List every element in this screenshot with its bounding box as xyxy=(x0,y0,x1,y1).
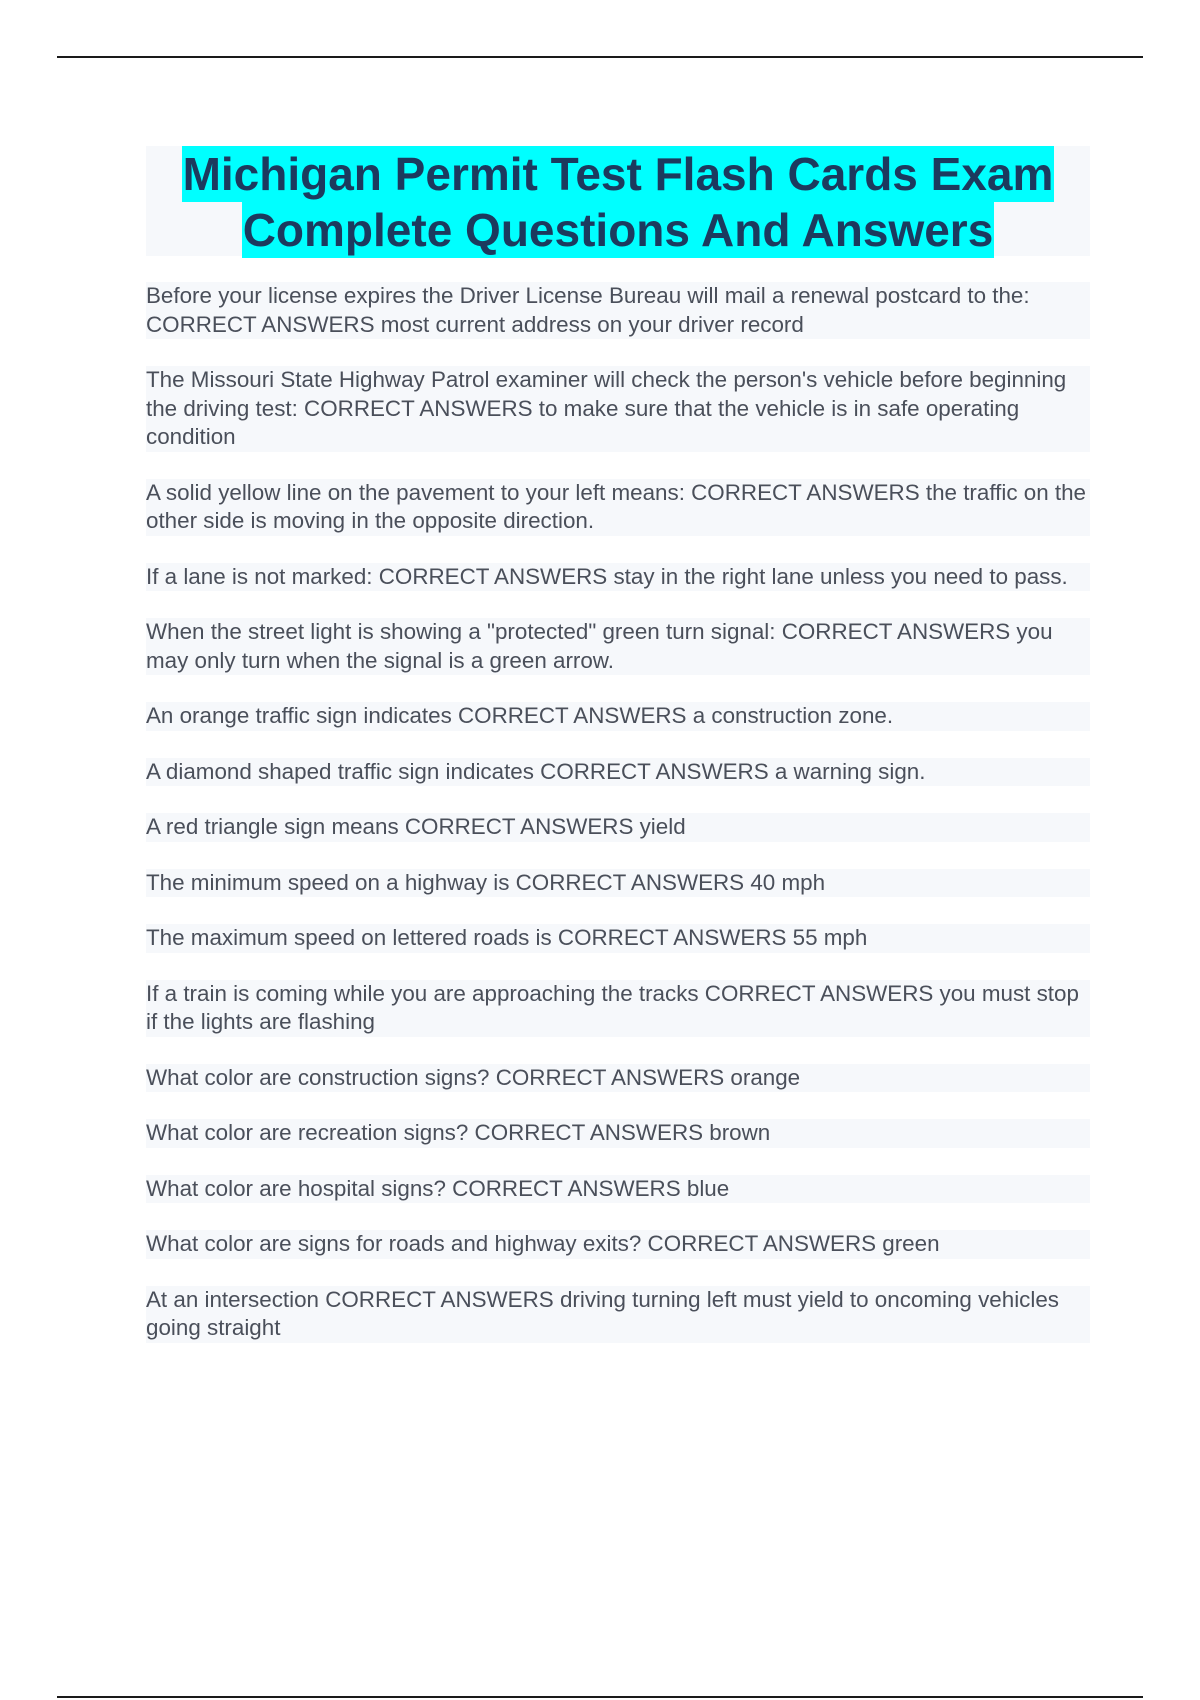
top-rule xyxy=(57,56,1143,58)
qa-item: What color are signs for roads and highway exits? CORRECT ANSWERS green xyxy=(146,1230,1090,1259)
title-line-1: Michigan Permit Test Flash Cards Exam xyxy=(182,148,1054,200)
qa-item: A diamond shaped traffic sign indicates CORRECT ANSWERS a warning sign. xyxy=(146,758,1090,787)
title-line-2: Complete Questions And Answers xyxy=(242,204,994,256)
qa-item: What color are recreation signs? CORRECT ANSWERS brown xyxy=(146,1119,1090,1148)
qa-item: An orange traffic sign indicates CORRECT ANSWERS a construction zone. xyxy=(146,702,1090,731)
qa-item: The maximum speed on lettered roads is CORRECT ANSWERS 55 mph xyxy=(146,924,1090,953)
qa-item: What color are hospital signs? CORRECT ANSWERS blue xyxy=(146,1175,1090,1204)
qa-item: The Missouri State Highway Patrol examiner will check the person's vehicle before beginning the driving test: CORRECT ANSWERS to make sure that the vehicle is in safe operating condition xyxy=(146,366,1090,452)
qa-item: The minimum speed on a highway is CORRECT ANSWERS 40 mph xyxy=(146,869,1090,898)
qa-item: What color are construction signs? CORRECT ANSWERS orange xyxy=(146,1064,1090,1093)
bottom-rule xyxy=(57,1696,1143,1698)
document-title xyxy=(146,146,1090,256)
qa-item: If a train is coming while you are approaching the tracks CORRECT ANSWERS you must stop if the lights are flashing xyxy=(146,980,1090,1037)
qa-item: At an intersection CORRECT ANSWERS driving turning left must yield to oncoming vehicles going straight xyxy=(146,1286,1090,1343)
qa-item: A red triangle sign means CORRECT ANSWERS yield xyxy=(146,813,1090,842)
qa-item: When the street light is showing a "protected" green turn signal: CORRECT ANSWERS you may only turn when the signal is a green arrow. xyxy=(146,618,1090,675)
qa-item: Before your license expires the Driver License Bureau will mail a renewal postcard to the: CORRECT ANSWERS most current address on your driver record xyxy=(146,282,1090,339)
qa-item: If a lane is not marked: CORRECT ANSWERS stay in the right lane unless you need to pass. xyxy=(146,563,1090,592)
qa-list xyxy=(146,282,1090,1370)
qa-item: A solid yellow line on the pavement to your left means: CORRECT ANSWERS the traffic on the other side is moving in the opposite direction. xyxy=(146,479,1090,536)
